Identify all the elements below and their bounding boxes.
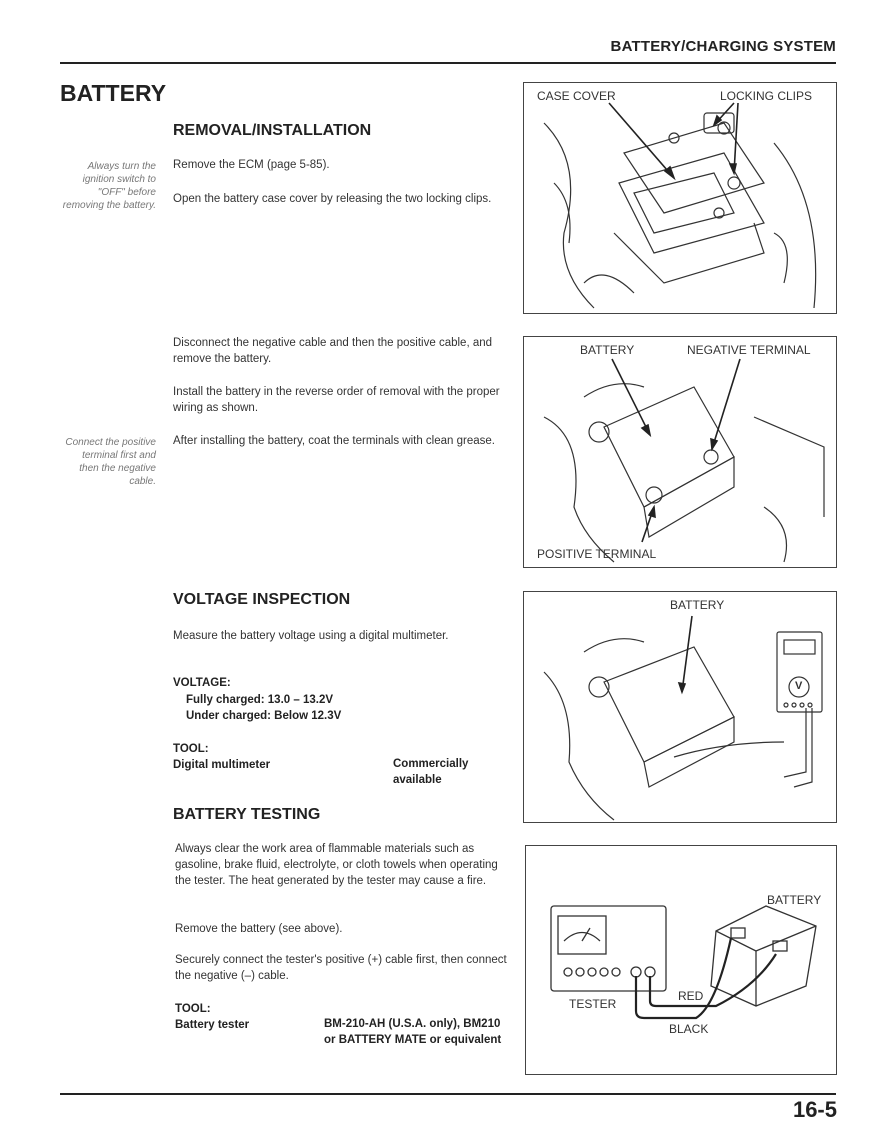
footer-rule (60, 1093, 836, 1095)
testing-step-2: Remove the battery (see above). (175, 923, 343, 935)
testing-tool-name: Battery tester (175, 1019, 250, 1031)
voltage-label: VOLTAGE: (173, 677, 231, 689)
figure-battery-tester-drawing (526, 846, 836, 1074)
label-battery-fig3: BATTERY (670, 598, 725, 612)
testing-tool-label: TOOL: (175, 1003, 211, 1015)
running-title: BATTERY/CHARGING SYSTEM (610, 38, 836, 55)
label-positive-terminal: POSITIVE TERMINAL (537, 547, 657, 561)
testing-step-3: Securely connect the tester's positive (+) cable first, then connect the negative (–) cable. (175, 954, 507, 982)
voltage-tool-label: TOOL: (173, 743, 209, 755)
figure-multimeter-drawing (524, 592, 836, 822)
voltage-tool-name: Digital multimeter (173, 759, 271, 771)
page-number: 16-5 (792, 1097, 837, 1122)
figure-case-cover (523, 82, 837, 314)
voltage-tool-note: Commercially available (393, 758, 469, 786)
label-battery-fig4: BATTERY (767, 893, 822, 907)
removal-heading: REMOVAL/INSTALLATION (173, 122, 372, 139)
voltage-heading: VOLTAGE INSPECTION (173, 591, 351, 608)
label-tester: TESTER (569, 997, 617, 1011)
voltage-step-1: Measure the battery voltage using a digital multimeter. (173, 630, 449, 642)
removal-step-1: Remove the ECM (page 5-85). (173, 159, 330, 171)
removal-step-3: Disconnect the negative cable and then the positive cable, and remove the battery. (173, 337, 493, 365)
side-note-ignition: Always turn the ignition switch to "OFF" before removing the battery. (62, 161, 156, 211)
side-note-connect: Connect the positive terminal first and then the negative cable. (65, 437, 156, 487)
figure-case-cover-drawing (524, 83, 836, 313)
figure-multimeter (523, 591, 837, 823)
figure-battery-terminals-drawing (524, 337, 836, 567)
label-black-cable: BLACK (669, 1022, 709, 1036)
voltage-fully-charged: Fully charged: 13.0 – 13.2V (186, 694, 334, 706)
voltage-under-charged: Under charged: Below 12.3V (186, 710, 342, 722)
label-red-cable: RED (678, 989, 704, 1003)
page-title: BATTERY (60, 80, 167, 106)
header-rule (60, 62, 836, 64)
label-battery-fig2: BATTERY (580, 343, 635, 357)
label-locking-clips: LOCKING CLIPS (720, 89, 813, 103)
testing-step-1: Always clear the work area of flammable materials such as gasoline, brake fluid, electrolyte, or cloth towels when operating the tester. The heat generated by the tester may cause a fire. (175, 843, 498, 887)
figure-battery-terminals (523, 336, 837, 568)
removal-step-5: After installing the battery, coat the terminals with clean grease. (173, 435, 495, 447)
testing-heading: BATTERY TESTING (173, 806, 321, 823)
label-negative-terminal: NEGATIVE TERMINAL (687, 343, 811, 357)
label-case-cover: CASE COVER (537, 89, 616, 103)
figure-battery-tester (525, 845, 837, 1075)
removal-step-2: Open the battery case cover by releasing the two locking clips. (173, 193, 492, 205)
label-voltmeter-mode: V (795, 680, 803, 692)
testing-tool-note: BM-210-AH (U.S.A. only), BM210 or BATTERY MATE or equivalent (324, 1018, 502, 1046)
removal-step-4: Install the battery in the reverse order of removal with the proper wiring as shown. (173, 386, 500, 414)
